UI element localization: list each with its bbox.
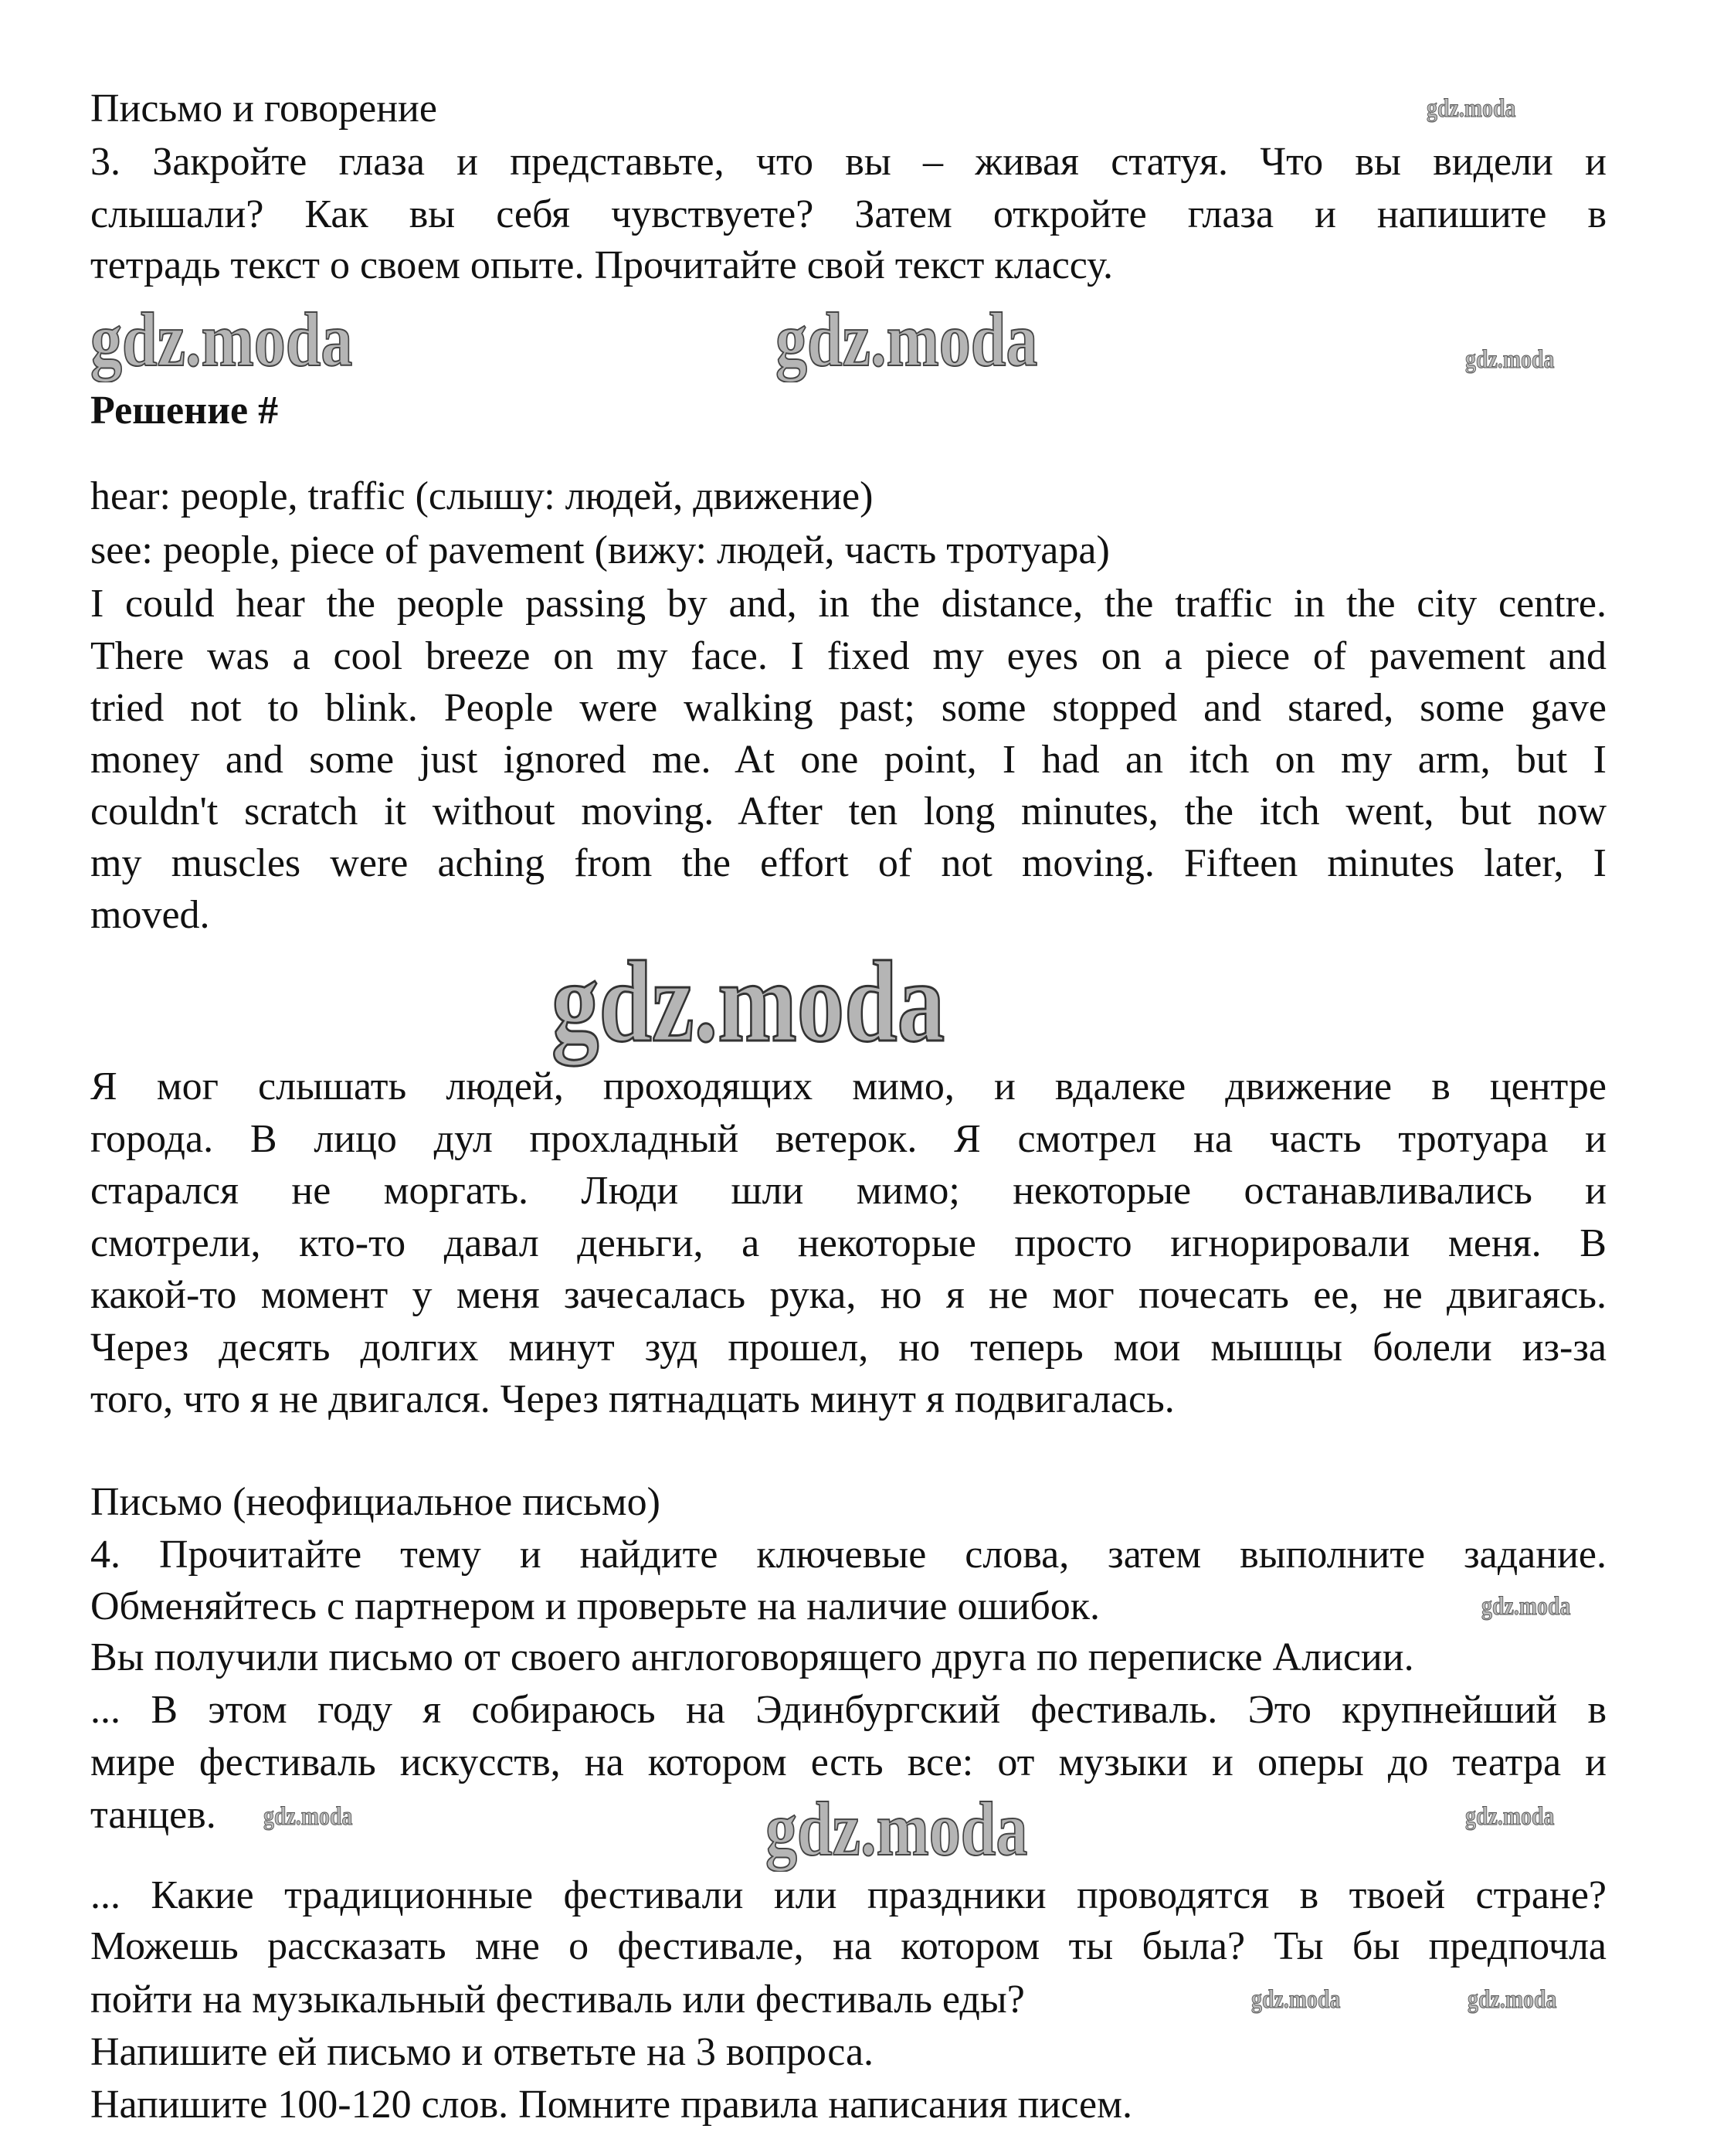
watermark: gdz.moda — [1465, 345, 1555, 374]
english-line: money and some just ignored me. At one point, I had an itch on my arm, but I — [90, 738, 1607, 782]
task-line: Напишите 100-120 слов. Помните правила написания писем. — [90, 2083, 1133, 2127]
russian-line: смотрели, кто-то давал деньги, а некоторые просто игнорировали меня. В — [90, 1221, 1607, 1265]
watermark: gdz.moda — [1427, 94, 1516, 123]
watermark: gdz.moda — [90, 297, 353, 382]
watermark: gdz.moda — [551, 938, 945, 1066]
english-line: couldn't scratch it without moving. After ten long minutes, the itch went, but now — [90, 789, 1607, 834]
watermark: gdz.moda — [1251, 1985, 1341, 2014]
task-line: тетрадь текст о своем опыте. Прочитайте свой текст классу. — [90, 243, 1113, 287]
task-line: ... В этом году я собираюсь на Эдинбургский фестиваль. Это крупнейший в — [90, 1688, 1607, 1732]
watermark: gdz.moda — [775, 297, 1038, 382]
task-line: 4. Прочитайте тему и найдите ключевые слова, затем выполните задание. — [90, 1533, 1607, 1577]
task-line: Можешь рассказать мне о фестивале, на котором ты была? Ты бы предпочла — [90, 1924, 1607, 1968]
task-line: слышали? Как вы себя чувствуете? Затем откройте глаза и напишите в — [90, 192, 1607, 236]
note-line: hear: people, traffic (слышу: людей, движение) — [90, 474, 874, 518]
russian-line: города. В лицо дул прохладный ветерок. Я смотрел на часть тротуара и — [90, 1117, 1607, 1161]
watermark: gdz.moda — [1468, 1985, 1557, 2014]
english-line: There was a cool breeze on my face. I fixed my eyes on a piece of pavement and — [90, 634, 1607, 678]
task-line: мире фестиваль искусств, на котором есть все: от музыки и оперы до театра и — [90, 1740, 1607, 1784]
english-line: tried not to blink. People were walking past; some stopped and stared, some gave — [90, 686, 1607, 730]
russian-line: Через десять долгих минут зуд прошел, но теперь мои мышцы болели из-за — [90, 1326, 1607, 1370]
task-line: ... Какие традиционные фестивали или праздники проводятся в твоей стране? — [90, 1873, 1607, 1917]
russian-line: того, что я не двигался. Через пятнадцать минут я подвигалась. — [90, 1377, 1175, 1421]
task-line: танцев. — [90, 1793, 216, 1837]
watermark: gdz.moda — [1465, 1802, 1555, 1831]
task-line: Напишите ей письмо и ответьте на 3 вопроса. — [90, 2030, 874, 2074]
task-line: Обменяйтесь с партнером и проверьте на наличие ошибок. — [90, 1584, 1101, 1628]
russian-line: старался не моргать. Люди шли мимо; некоторые останавливались и — [90, 1169, 1607, 1213]
task-line: 3. Закройте глаза и представьте, что вы – живая статуя. Что вы видели и — [90, 140, 1607, 184]
section-heading: Письмо и говорение — [90, 87, 437, 131]
russian-line: Я мог слышать людей, проходящих мимо, и вдалеке движение в центре — [90, 1064, 1607, 1109]
note-line: see: people, piece of pavement (вижу: людей, часть тротуара) — [90, 528, 1110, 572]
task-line: пойти на музыкальный фестиваль или фестиваль еды? — [90, 1978, 1025, 2022]
watermark: gdz.moda — [1481, 1592, 1571, 1621]
section-heading: Письмо (неофициальное письмо) — [90, 1480, 660, 1524]
english-line: moved. — [90, 893, 210, 937]
watermark: gdz.moda — [765, 1786, 1028, 1872]
russian-line: какой-то момент у меня зачесалась рука, но я не мог почесать ее, не двигаясь. — [90, 1273, 1607, 1317]
solution-heading: Решение # — [90, 389, 279, 433]
watermark: gdz.moda — [263, 1802, 353, 1831]
english-line: my muscles were aching from the effort of not moving. Fifteen minutes later, I — [90, 841, 1607, 885]
task-line: Вы получили письмо от своего англоговорящего друга по переписке Алисии. — [90, 1635, 1414, 1679]
english-line: I could hear the people passing by and, in the distance, the traffic in the city centre. — [90, 582, 1607, 626]
